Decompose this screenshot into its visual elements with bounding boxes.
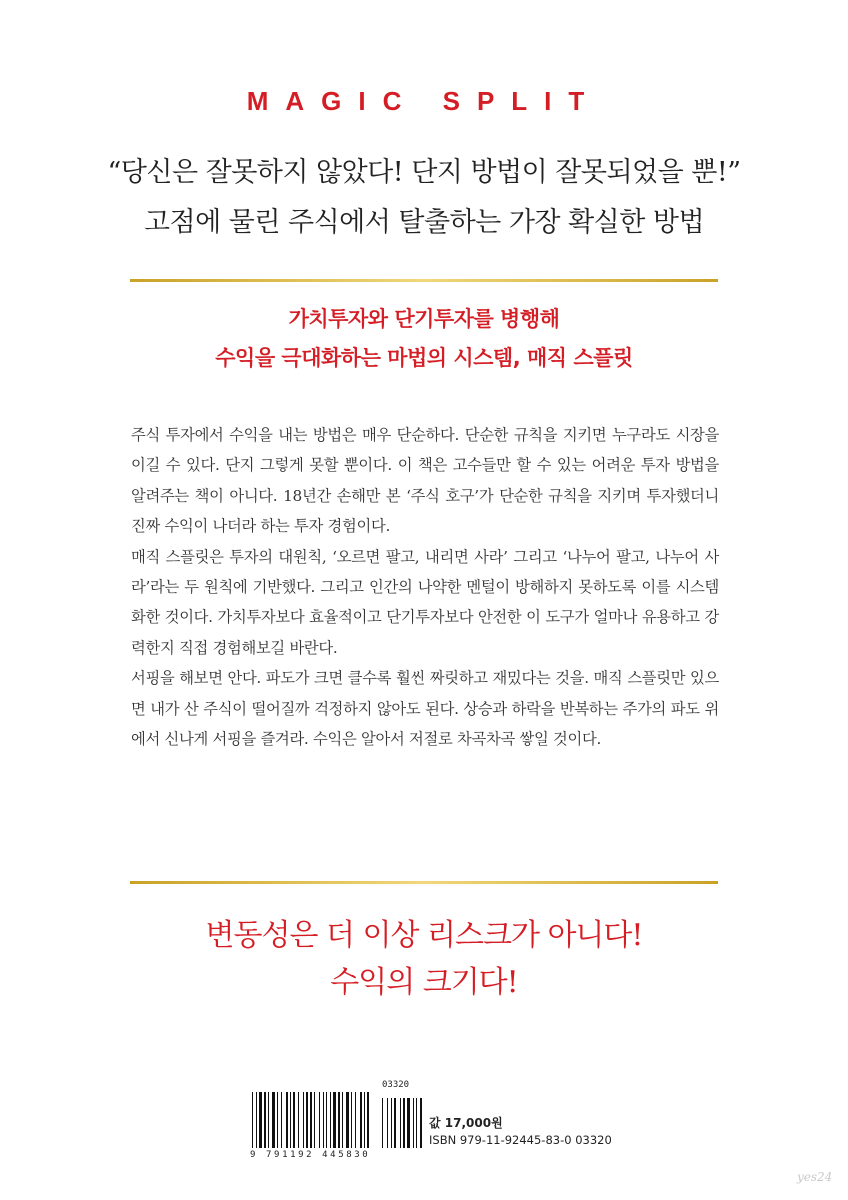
barcode-bar — [333, 1092, 336, 1148]
subhead-line-2: 수익을 극대화하는 마법의 시스템, 매직 스플릿 — [215, 346, 633, 370]
addon-bar — [403, 1098, 405, 1148]
barcode-number: 9 791192 445830 — [250, 1150, 371, 1160]
description-paragraph: 주식 투자에서 수익을 내는 방법은 매우 단순하다. 단순한 규칙을 지키면 누구라도 시장을 이길 수 있다. 단지 그렇게 못할 뿐이다. 이 책은 고수들만 할 수 있는 어려운 투자 방법을 알려주는 책이 아니다. 18년간 손해만 본 ‘주식 호구’가 단순한 규칙을 지키며 투자했더니 진짜 수익이 나더라 하는 투자 경험이다. — [131, 426, 719, 536]
barcode-bar — [256, 1092, 257, 1148]
addon-bar — [387, 1098, 388, 1148]
barcode-bar — [326, 1092, 327, 1148]
headline-quote: “당신은 잘못하지 않았다! 단지 방법이 잘못되었을 뿐!” — [107, 157, 741, 188]
headline-tagline: 고점에 물린 주식에서 탈출하는 가장 확실한 방법 — [143, 207, 705, 238]
gold-divider-top — [130, 279, 718, 282]
addon-bar — [400, 1098, 401, 1148]
barcode-bar — [293, 1092, 295, 1148]
barcode-bar — [268, 1092, 269, 1148]
barcode-bar — [298, 1092, 299, 1148]
barcode-bar — [277, 1092, 278, 1148]
addon-bar — [391, 1098, 392, 1148]
subhead-line-1: 가치투자와 단기투자를 병행해 — [288, 307, 560, 331]
addon-bar — [416, 1098, 417, 1148]
barcode-bar — [290, 1092, 291, 1148]
isbn-label: ISBN 979-11-92445-83-0 03320 — [429, 1133, 612, 1147]
watermark-logo: yes24 — [797, 1170, 833, 1184]
barcode-bar — [330, 1092, 331, 1148]
barcode-bar — [351, 1092, 352, 1148]
barcode-bar — [310, 1092, 312, 1148]
barcode-bar — [323, 1092, 324, 1148]
barcode-addon-number: 03320 — [382, 1080, 410, 1090]
barcode-bar — [364, 1092, 365, 1148]
price-label: 값 17,000원 — [429, 1116, 503, 1130]
barcode-bar — [355, 1092, 356, 1148]
barcode-bar — [338, 1092, 340, 1148]
description-paragraph: 매직 스플릿은 투자의 대원칙, ‘오르면 팔고, 내리면 사라’ 그리고 ‘나누어 팔고, 나누어 사라’라는 두 원칙에 기반했다. 그리고 인간의 나약한 멘털이 방해하지 못하도록 이를 시스템화한 것이다. 가치투자보다 효율적이고 단기투자보다 안전한 이 도구가 얼마나 유용하고 강력한지 직접 경험해보길 바란다. — [131, 547, 719, 657]
addon-bar — [420, 1098, 422, 1148]
barcode-bar — [367, 1092, 369, 1148]
description-body — [131, 420, 719, 754]
barcode-bar — [286, 1092, 288, 1148]
series-title: MAGIC SPLIT — [246, 86, 602, 116]
barcode-bar — [264, 1092, 266, 1148]
closing-line-2: 수익의 크기다! — [330, 965, 518, 1000]
barcode-bar — [346, 1092, 349, 1148]
barcode-bar — [319, 1092, 320, 1148]
addon-bar — [407, 1098, 410, 1148]
addon-bar — [382, 1098, 383, 1148]
barcode-bar — [342, 1092, 343, 1148]
addon-bar — [413, 1098, 414, 1148]
gold-divider-bottom — [130, 881, 718, 884]
barcode-bar — [314, 1092, 315, 1148]
barcode-bar — [272, 1092, 275, 1148]
barcode-bars — [250, 1092, 425, 1150]
closing-line-1: 변동성은 더 이상 리스크가 아니다! — [205, 918, 643, 953]
description-paragraph: 서핑을 해보면 안다. 파도가 크면 클수록 훨씬 짜릿하고 재밌다는 것을. 매직 스플릿만 있으면 내가 산 주식이 떨어질까 걱정하지 않아도 된다. 상승과 하락을 반복하는 주가의 파도 위에서 신나게 서핑을 즐겨라. 수익은 알아서 저절로 차곡차곡 쌓일 것이다. — [131, 669, 719, 749]
barcode-bar — [281, 1092, 282, 1148]
barcode-bar — [252, 1092, 253, 1148]
barcode-bar — [303, 1092, 304, 1148]
barcode-bar — [360, 1092, 362, 1148]
addon-bar — [394, 1098, 396, 1148]
barcode — [250, 1080, 600, 1168]
barcode-bar — [306, 1092, 308, 1148]
barcode-bar — [259, 1092, 262, 1148]
